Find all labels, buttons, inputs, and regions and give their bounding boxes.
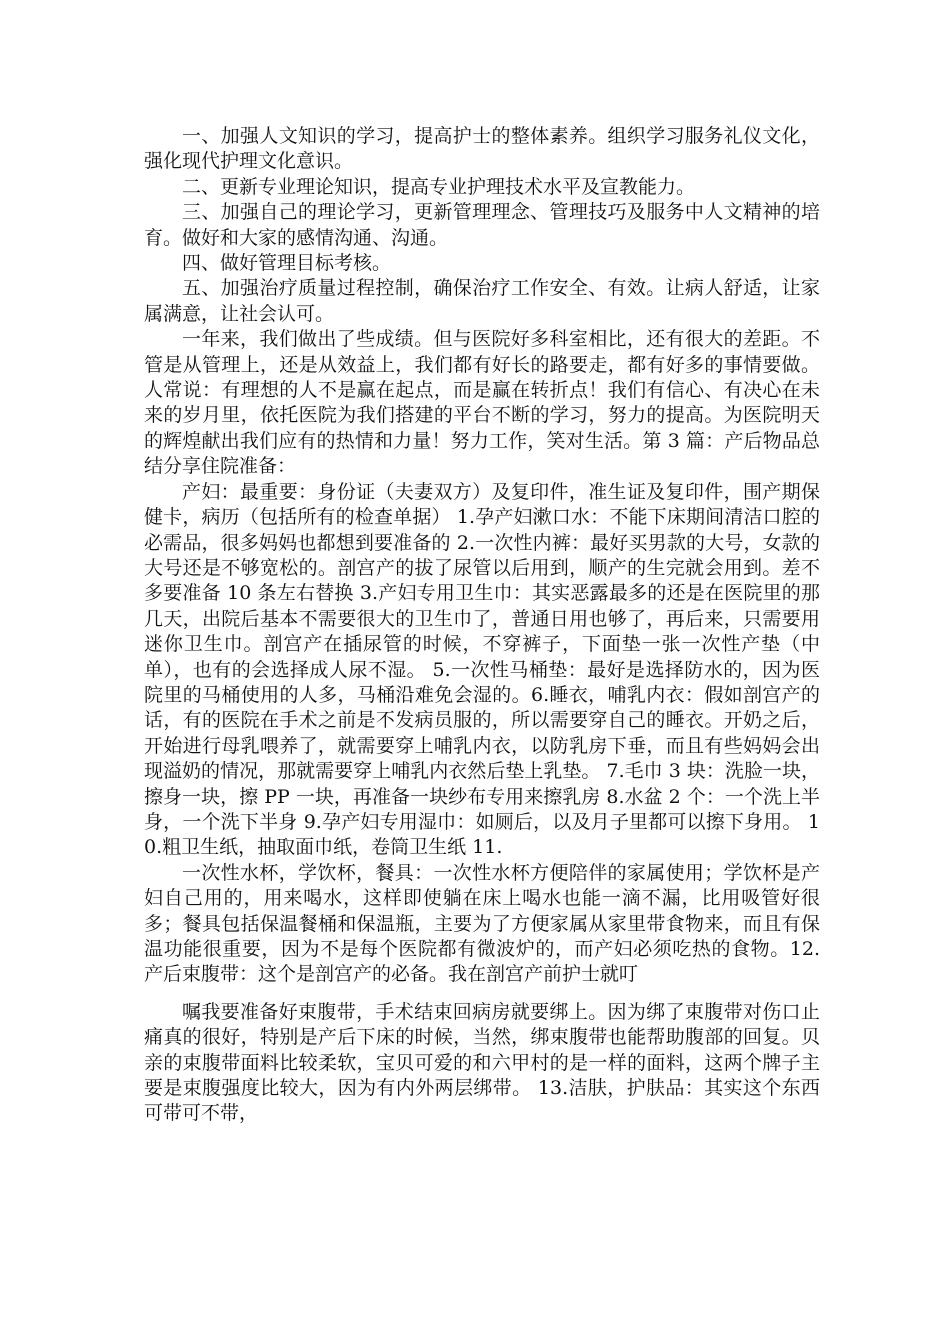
paragraph-9: 嘱我要准备好束腹带，手术结束回病房就要绑上。因为绑了束腹带对伤口止痛真的很好，特别是产后下床的时候，当然，绑束腹带也能帮助腹部的回复。贝亲的束腹带面料比较柔软，宝贝可爱的和六甲村的是一样的面料，这两个牌子主要是束腹强度比较大，因为有内外两层绑带。 13.洁肤，护肤品：其实这个东西可带可不带， — [144, 1000, 820, 1125]
paragraph-7: 产妇：最重要：身份证（夫妻双方）及复印件，准生证及复印件，围产期保健卡，病历（包括所有的检查单据） 1.孕产妇漱口水：不能下床期间清洁口腔的必需品，很多妈妈也都想到要准备的 2.一次性内裤：最好买男款的大号，女款的大号还是不够宽松的。剖宫产的拔了尿管以后用到，顺产的生完就会用到。差不多要准备 10 条左右替换 3.产妇专用卫生巾：其实恶露最多的还是在医院里的那几天，出院后基本不需要很大的卫生巾了，普通日用也够了，再后来，只需要用迷你卫生巾。剖宫产在插尿管的时候，不穿裤子，下面垫一张一次性产垫（中单），也有的会选择成人尿不湿。 5.一次性马桶垫：最好是选择防水的，因为医院里的马桶使用的人多，马桶沿难免会湿的。6.睡衣，哺乳内衣：假如剖宫产的话，有的医院在手术之前是不发病员服的，所以需要穿自己的睡衣。开奶之后，开始进行母乳喂养了，就需要穿上哺乳内衣，以防乳房下垂，而且有些妈妈会出现溢奶的情况，那就需要穿上哺乳内衣然后垫上乳垫。 7.毛巾 3 块：洗脸一块，擦身一块，擦 PP 一块，再准备一块纱布专用来擦乳房 8.水盆 2 个：一个洗上半身，一个洗下半身 9.孕产妇专用湿巾：如厕后，以及月子里都可以擦下身用。 10.粗卫生纸，抽取面巾纸，卷筒卫生纸 11. — [144, 480, 820, 859]
paragraph-6: 一年来，我们做出了些成绩。但与医院好多科室相比，还有很大的差距。不管是从管理上，还是从效益上，我们都有好长的路要走，都有好多的事情要做。人常说：有理想的人不是赢在起点，而是赢在转折点！我们有信心、有决心在未来的岁月里，依托医院为我们搭建的平台不断的学习，努力的提高。为医院明天的辉煌献出我们应有的热情和力量！努力工作，笑对生活。第 3 篇：产后物品总结分享住院准备： — [144, 328, 820, 478]
paragraph-2: 二、更新专业理论知识，提高专业护理技术水平及宣教能力。 — [182, 175, 696, 198]
paragraph-1: 一、加强人文知识的学习，提高护士的整体素养。组织学习服务礼仪文化，强化现代护理文化意识。 — [144, 125, 820, 173]
paragraph-8: 一次性水杯，学饮杯，餐具：一次性水杯方便陪伴的家属使用；学饮杯是产妇自己用的，用来喝水，这样即使躺在床上喝水也能一滴不漏，比用吸管好很多；餐具包括保温餐桶和保温瓶，主要为了方便家属从家里带食物来，而且有保温功能很重要，因为不是每个医院都有微波炉的，而产妇必须吃热的食物。12.产后束腹带：这个是剖宫产的必备。我在剖宫产前护士就叮 — [144, 861, 820, 986]
document-body — [144, 124, 820, 1127]
paragraph-5: 五、加强治疗质量过程控制，确保治疗工作安全、有效。让病人舒适，让家属满意，让社会认可。 — [144, 277, 820, 325]
paragraph-4: 四、做好管理目标考核。 — [182, 252, 392, 275]
paragraph-3: 三、加强自己的理论学习，更新管理理念、管理技巧及服务中人文精神的培育。做好和大家的感情沟通、沟通。 — [144, 201, 820, 249]
